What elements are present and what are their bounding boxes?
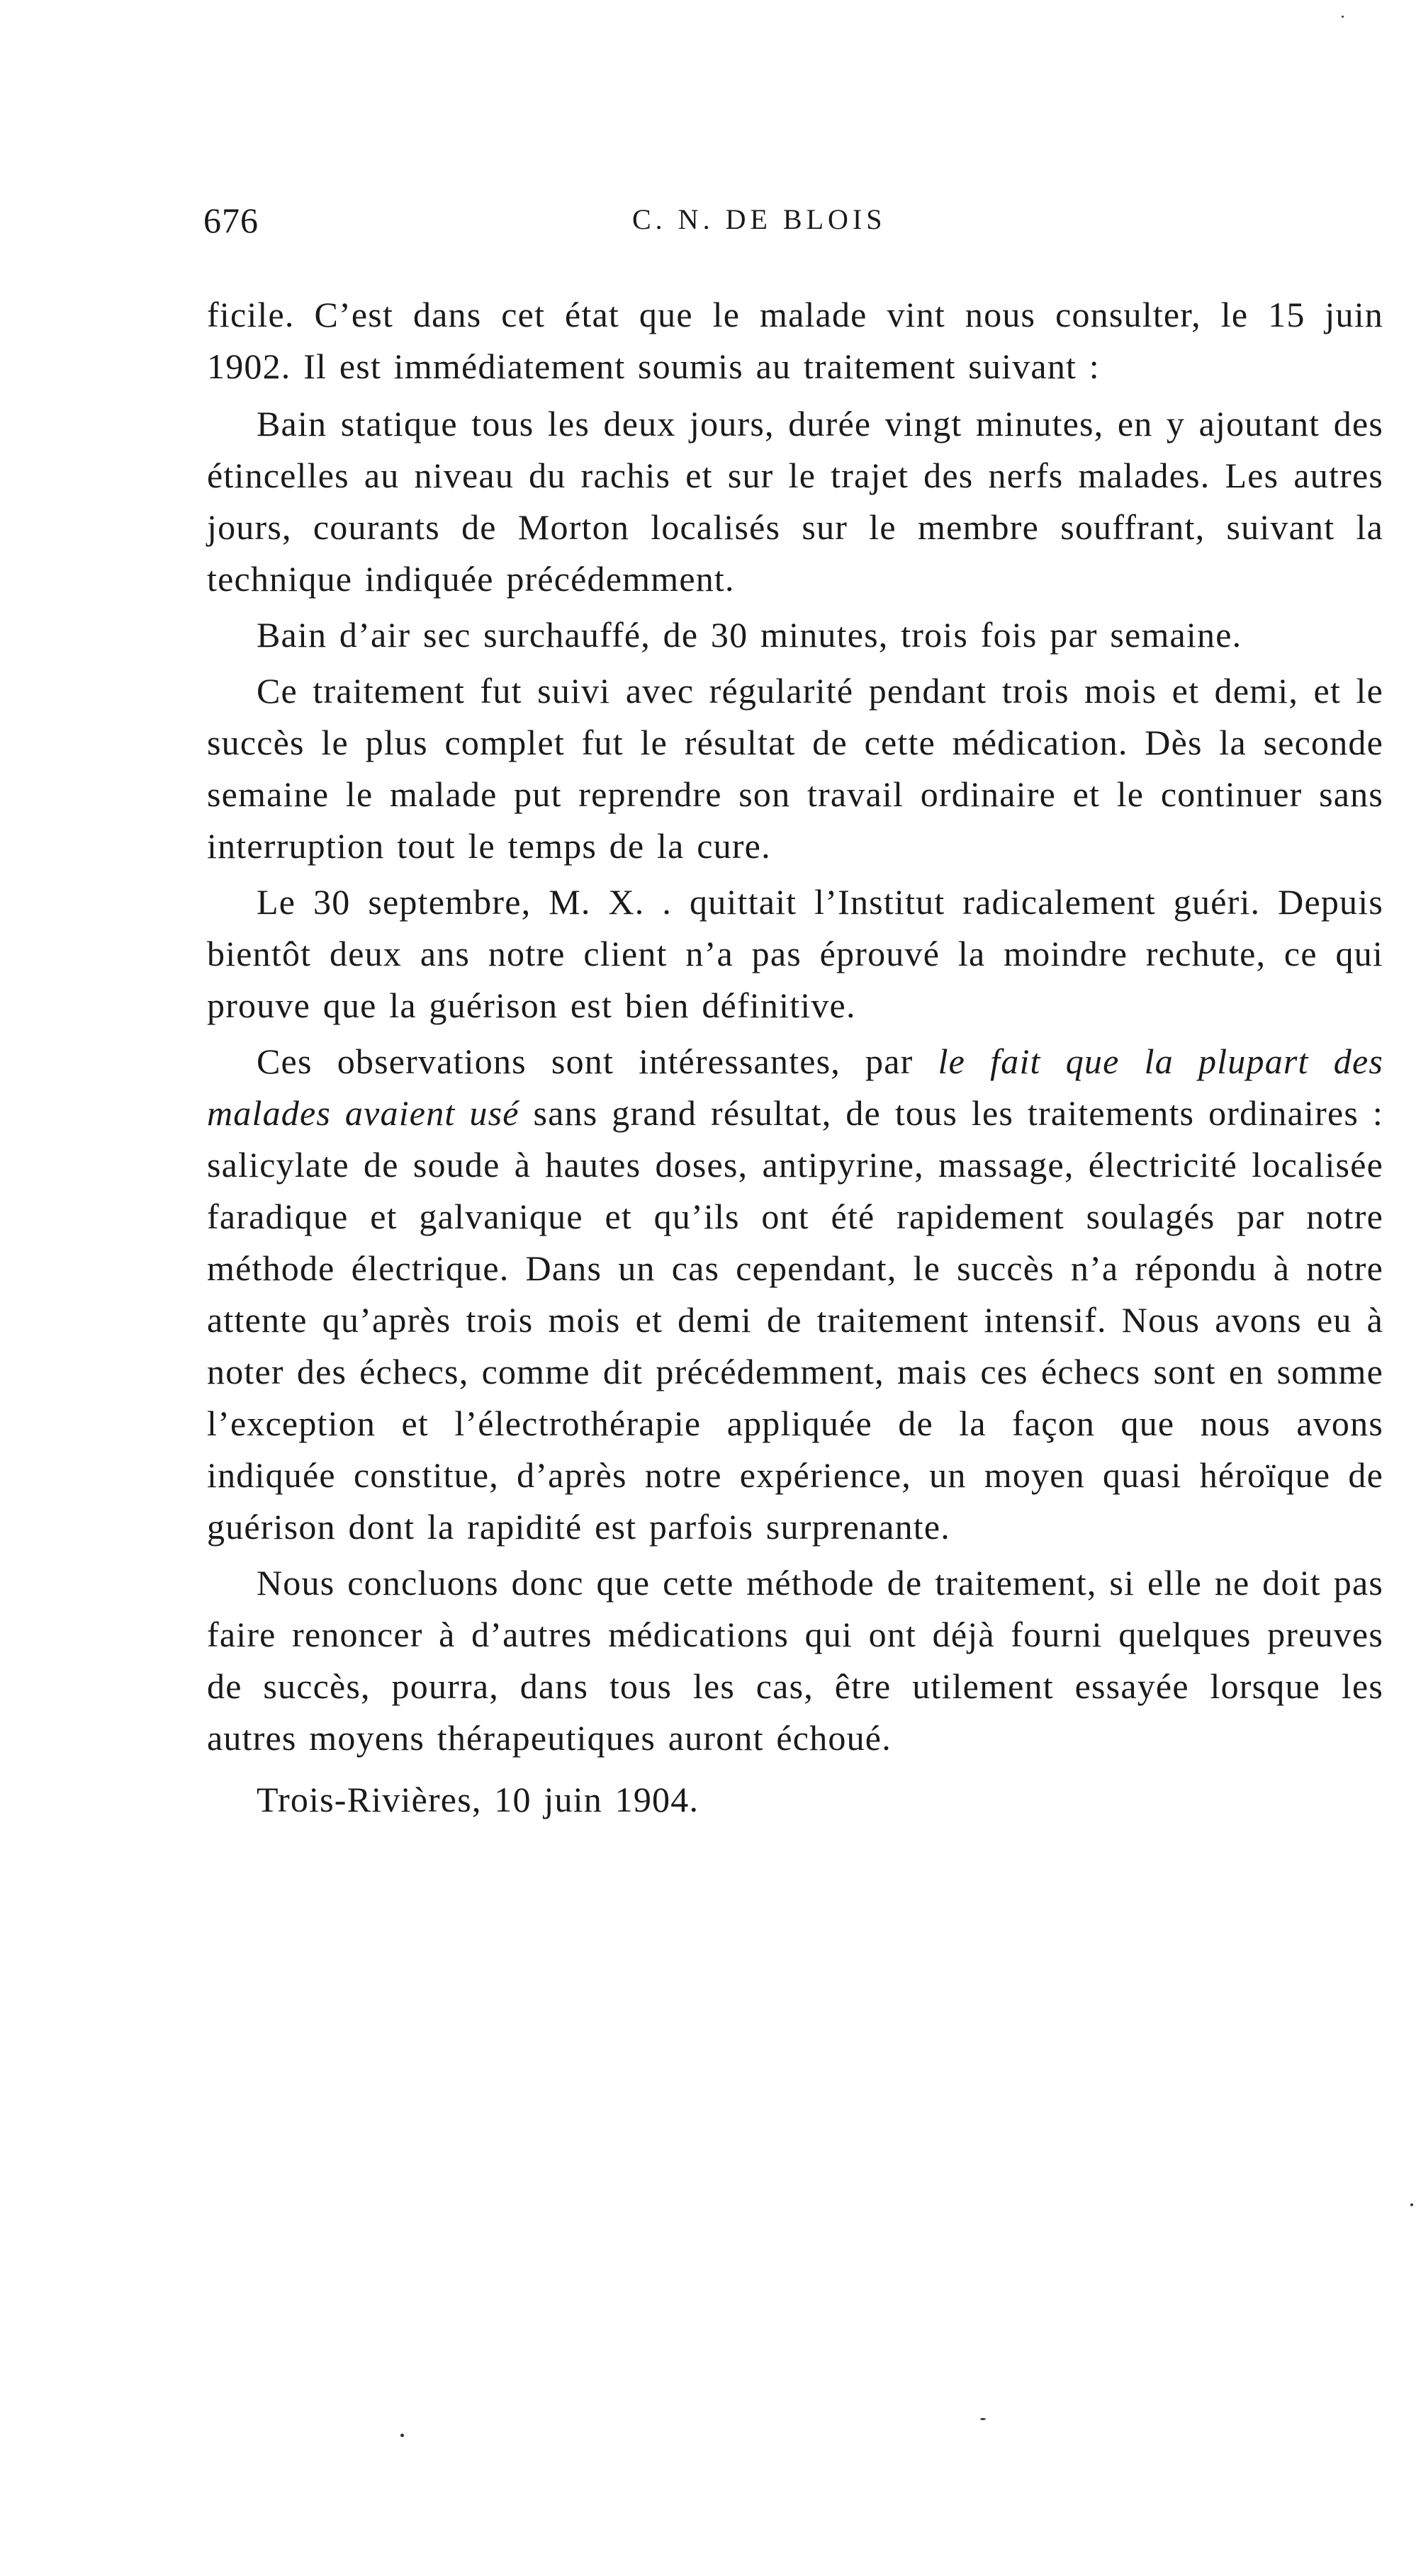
observations-text-end: sans grand résultat, de tous les traitements ordinaires : salicylate de soude à hautes doses, antipyrine, massage, électricité localisée faradique et galvanique et qu’ils ont été rapidement soulagés par notre méthode électrique. Dans un cas cependant, le succès n’a répondu à notre attente qu’après trois mois et demi de traitement intensif. Nous avons eu à noter des échecs, comme dit précédemment, mais ces échecs sont en somme l’exception et l’électrothérapie appliquée de la façon que nous avons indiquée constitue, d’après notre expérience, un moyen quasi héroïque de guérison dont la rapidité est parfois surprenante.	[207, 1093, 1383, 1547]
signoff-place-date: Trois-Rivières, 10 juin 1904.	[257, 1780, 699, 1819]
scan-speck	[400, 2434, 404, 2437]
paragraph-continued: ficile. C’est dans cet état que le malade vint nous consulter, le 15 juin 1902. Il est immédiatement soumis au traitement suivant :	[207, 295, 1383, 386]
scan-speck	[1342, 16, 1344, 18]
observations-text-start: Ces observations sont intéressantes, par	[257, 1041, 938, 1081]
scan-speck	[1410, 2203, 1413, 2206]
paragraph-bain-statique: Bain statique tous les deux jours, durée vingt minutes, en y ajoutant des étincelles au niveau du rachis et sur le trajet des nerfs malades. Les autres jours, courants de Morton localisés sur le membre souffrant, suivant la technique indiquée précédemment.	[207, 404, 1383, 599]
paragraph-guerison: Le 30 septembre, M. X. . quittait l’Institut radicalement guéri. Depuis bientôt deux ans notre client n’a pas éprouvé la moindre rechute, ce qui prouve que la guérison est bien définitive.	[207, 882, 1383, 1025]
running-head: C. N. DE BLOIS	[632, 203, 887, 235]
page-number: 676	[203, 200, 259, 240]
observations-italic-text: le fait que la plupart des malades avaient usé	[207, 1041, 1383, 1133]
paragraph-observations	[207, 1036, 1383, 1553]
scan-speck	[980, 2418, 986, 2420]
page-header	[203, 200, 1408, 249]
paragraph-conclusion: Nous concluons donc que cette méthode de traitement, si elle ne doit pas faire renoncer à d’autres médications qui ont déjà fourni quelques preuves de succès, pourra, dans tous les cas, être utilement essayée lorsque les autres moyens thérapeutiques auront échoué.	[207, 1563, 1383, 1758]
paragraph-bain-air: Bain d’air sec surchauffé, de 30 minutes, trois fois par semaine.	[257, 615, 1242, 655]
body-text	[207, 289, 1383, 1826]
paragraph-traitement: Ce traitement fut suivi avec régularité pendant trois mois et demi, et le succès le plus complet fut le résultat de cette médication. Dès la seconde semaine le malade put reprendre son travail ordinaire et le continuer sans interruption tout le temps de la cure.	[207, 671, 1383, 866]
